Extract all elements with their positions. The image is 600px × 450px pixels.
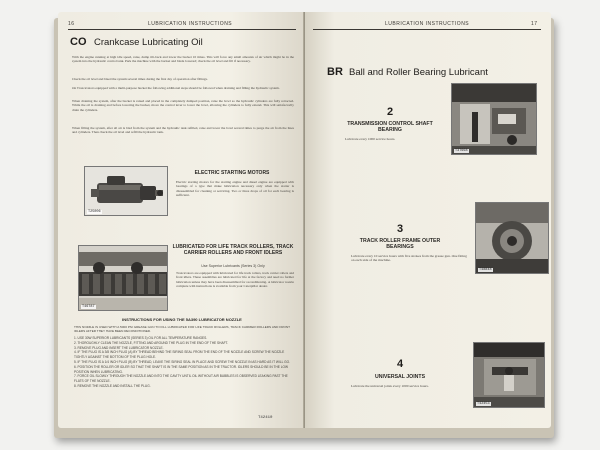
instruction-step: 3. REMOVE PLUG AND INSERT THE LUBRICATOR NOZZLE.	[74, 345, 164, 350]
item-title: TRANSMISSION CONTROL SHAFT BEARING	[347, 121, 433, 134]
right-page-number: 17	[531, 21, 538, 27]
instruction-step: 2. THOROUGHLY CLEAN THE NOZZLE, FITTING AND AROUND THE PLUG IN THE END OF THE SHAFT.	[74, 340, 229, 345]
instruction-step: 1. USE 30W SUPERIOR LUBRICANTS (SERIES 3) OIL FOR ALL TEMPERATURE RANGES.	[74, 336, 208, 340]
left-page-number: 16	[68, 21, 75, 27]
transmission-shaft-photo	[451, 83, 537, 155]
item-text: Lubricate the universal joints every 1000 service hours.	[351, 384, 429, 388]
item-text: Lubricate every 1000 service hours.	[345, 137, 396, 141]
booklet	[52, 12, 554, 436]
starting-motor-illustration	[85, 167, 168, 216]
track-frame-bearing-illustration	[476, 203, 549, 274]
starting-motor-photo-tag: T25006	[88, 210, 101, 214]
track-rollers-lubricant-note: Use Superior Lubricants (Series 3) Only	[201, 264, 265, 268]
track-frame-bearing-photo	[475, 202, 549, 274]
instruction-step: 6. POSITION THE ROLLER OR IDLER SO THAT THE SHAFT IS IN THE SAME POSITION AS IN THE TRACTOR. IDLERS SHOULD BE IN THE LOW POSITION WHEN LUBRICATING.	[74, 364, 289, 374]
track-roller-photo-tag: T46787	[82, 305, 95, 309]
instructions-title: INSTRUCTIONS FOR USING THE 5A390 LUBRICATOR NOZZLE	[122, 317, 242, 322]
left-paragraph: With the engine running at high idle speed, raise, dump tilt-back and lower the bucket 10 times. This will force any small amounts of air which might be in the system into the hydraulic control tank. Park the machine with the bucket and blade lowered; check the oil level and fill if necessary.	[72, 55, 294, 64]
instructions-steps	[74, 336, 290, 389]
track-rollers-text: Traxcavators are equipped with lubricated for life track rollers, track carrier rollers and front idlers. These assemblies are lubricated for life at the factory and need no further lubrication unless they have been disassembled for reconditioning. A lubricator nozzle complete with instructions is available from your Caterpillar dealer.	[176, 271, 294, 288]
universal-joints-illustration	[474, 343, 545, 408]
item-number: 4	[396, 358, 404, 370]
left-paragraph: Check the oil level and bleed the system several times during the first day of operation after fillings.	[72, 77, 208, 81]
left-running-head: LUBRICATION INSTRUCTIONS	[148, 21, 233, 27]
starting-motors-title: ELECTRIC STARTING MOTORS	[194, 170, 270, 176]
item-number: 3	[396, 223, 404, 235]
universal-joints-photo	[473, 342, 545, 408]
track-roller-photo	[78, 245, 168, 311]
left-paragraph: On Traxcavators equipped with a multi-purpose bucket the following additional steps should be followed when draining and filling the hydraulic system.	[72, 86, 280, 90]
item-title: TRACK ROLLER FRAME OUTER BEARINGS	[359, 238, 441, 251]
item-text: Lubricate every 10 service hours with five strokes from the grease gun. One fitting on each side of the machine.	[351, 254, 467, 263]
starting-motors-text: Electric starting motors for the starting engine and diesel engine are equipped with bearings of a type that make lubrication necessary only when the starter is disassembled for cleaning or servicing. Two or three drops of oil for each bearing is sufficient.	[176, 180, 294, 197]
right-page	[305, 12, 551, 428]
track-roller-illustration	[79, 246, 168, 311]
left-page	[58, 12, 305, 428]
track-frame-bearing-photo-tag: T48848	[479, 268, 492, 272]
left-header-rule	[68, 29, 296, 30]
left-section-code: CO	[70, 36, 87, 48]
right-section-title: Ball and Roller Bearing Lubricant	[349, 67, 488, 78]
instructions-intro: THIS NOZZLE IS USED WITH A 5000 PSI GREASE GUN TO FILL LUBRICATED FOR LIFE TRACK ROLLERS, TRACK CARRIER ROLLERS AND FRONT IDLERS AFTER THEY HAVE BEEN RECONDITIONED.	[74, 325, 290, 334]
right-running-head: LUBRICATION INSTRUCTIONS	[385, 21, 470, 27]
right-header-rule	[313, 29, 541, 30]
transmission-shaft-photo-tag: T37668	[455, 149, 468, 153]
transmission-shaft-illustration	[452, 84, 537, 155]
starting-motor-photo	[84, 166, 168, 216]
instruction-step: 4. IF THE PLUG IS A 3/8 INCH PLUG (A) BY THREAD BEHIND THE SIRING SEAL FROM THE END OF THE NOZZLE AND SCREW THE NOZZLE TIGHTLY AGAINST THE BOTTOM OF THE PLUG HOLE.	[74, 350, 285, 360]
instruction-step: 8. REMOVE THE NOZZLE AND INSTALL THE PLUG.	[74, 383, 151, 388]
universal-joints-photo-tag: T42453	[477, 402, 490, 406]
left-paragraph: When draining the system, after the bucket is raised and placed in the completely dumped position, raise the bowl so the hydraulic cylinders are fully retracted. While the oil is draining and before lowering the bucket, move the control lever to lower the bowl, allowing the cylinders to fully extend. This will satisfactorily drain the cylinders.	[72, 99, 294, 112]
item-number: 2	[386, 106, 394, 118]
instruction-step: 5. IF THE PLUG IS A 1/4 INCH PLUG (B) BY THREAD, LEAVE THE SIRING SEAL IN PLACE AND SCREW THE NOZZLE IN AS HARD AS IT WILL GO.	[74, 359, 290, 364]
instruction-step: 7. FORCE OIL SLOWLY THROUGH THE NOZZLE AND INTO THE CAVITY UNTIL OIL WITHOUT AIR BUBBLES IS OBSERVED LEAKING PAST THE FLATS OF THE NOZZLE.	[74, 374, 288, 384]
right-section-code: BR	[327, 66, 343, 78]
track-rollers-title: LUBRICATED FOR LIFE TRACK ROLLERS, TRACK CARRIER ROLLERS AND FRONT IDLERS	[172, 244, 294, 256]
instructions-figure-code: T42410	[258, 416, 273, 420]
item-title: UNIVERSAL JOINTS	[374, 374, 426, 380]
left-paragraph: When filling the system, after all air is bled from the system and the hydraulic tank refilled, raise and lower the bowl several times to purge the air from the lines and cylinders. Then check the oil level and refill the hydraulic tank.	[72, 126, 294, 135]
left-section-title: Crankcase Lubricating Oil	[94, 37, 203, 48]
